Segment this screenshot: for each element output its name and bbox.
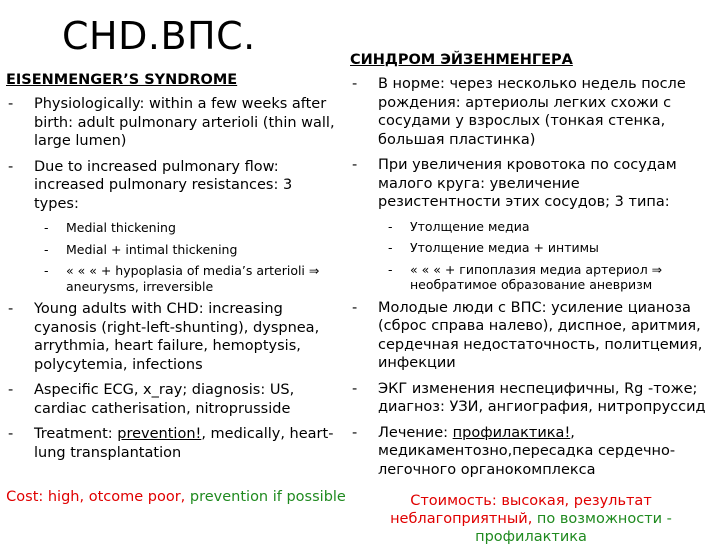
prevention-link[interactable]: профилактика! (452, 424, 571, 441)
list-item: - При увеличения кровотока по сосудам малого круга: увеличение резистентности этих сосудов; 3 типа: (350, 156, 706, 212)
prevention-link[interactable]: prevention! (117, 426, 202, 442)
russian-heading: СИНДРОМ ЭЙЗЕНМЕНГЕРА (350, 52, 573, 68)
english-column (6, 72, 336, 469)
list-item: - Aspecific ECG, x_ray; diagnosis: US, cardiac catherisation, nitroprusside (6, 381, 336, 418)
list-item: - Молодые люди с ВПС: усиление цианоза (сброс справа налево), диспное, аритмия, сердечная недостаточность, политцемия, инфекции (350, 299, 706, 373)
footer-prevention-text: по возможности - профилактика (475, 511, 672, 545)
list-item: - Physiologically: within a few weeks after birth: adult pulmonary arterioli (thin wall, large lumen) (6, 95, 336, 151)
sub-list-item: - Утолщение медиа + интимы (350, 240, 706, 256)
russian-list (350, 75, 706, 479)
list-item: - ЭКГ изменения неспецифичны, Rg -тоже; диагноз: УЗИ, ангиография, нитропруссид (350, 380, 706, 417)
sub-list-item: - Утолщение медиа (350, 219, 706, 235)
treatment-rest: , medically, heart-lung transplantation (34, 426, 334, 461)
list-item: - В норме: через несколько недель после рождения: артериолы легких схожи с сосудами у взрослых (тонкая стенка, большая пластинка) (350, 75, 706, 149)
list-item-treatment (350, 424, 706, 480)
russian-column (350, 52, 706, 486)
sub-list-item: - Medial thickening (6, 220, 336, 236)
treatment-label: Treatment: (34, 426, 118, 442)
english-list (6, 95, 336, 462)
footer-cost-text: Стоимость: высокая, результат неблагоприятный, (390, 493, 652, 527)
english-heading: EISENMENGER’S SYNDROME (6, 72, 238, 88)
list-item: - Due to increased pulmonary flow: increased pulmonary resistances: 3 types: (6, 158, 336, 214)
slide-title: CHD.ВПС. (62, 14, 256, 58)
footer-cost-text: Cost: high, otcome poor, (6, 489, 190, 505)
treatment-label: Лечение: (378, 424, 453, 441)
list-item-treatment (6, 425, 336, 462)
english-footer (6, 488, 346, 506)
sub-list-item: - « « « + гипоплазия медиа артериол ⇒ необратимое образование аневризм (350, 262, 706, 293)
list-item: - Young adults with CHD: increasing cyanosis (right-left-shunting), dyspnea, arrythmia, heart failure, hemoptysis, polycytemia, infections (6, 300, 336, 374)
russian-footer (346, 492, 716, 546)
treatment-rest: , медикаментозно,пересадка сердечно-легочного органокомплекса (378, 424, 676, 478)
sub-list-item: - Medial + intimal thickening (6, 242, 336, 258)
footer-prevention-text: prevention if possible (189, 489, 346, 505)
sub-list-item: - « « « + hypoplasia of media’s arterioli ⇒ aneurysms, irreversible (6, 263, 336, 294)
